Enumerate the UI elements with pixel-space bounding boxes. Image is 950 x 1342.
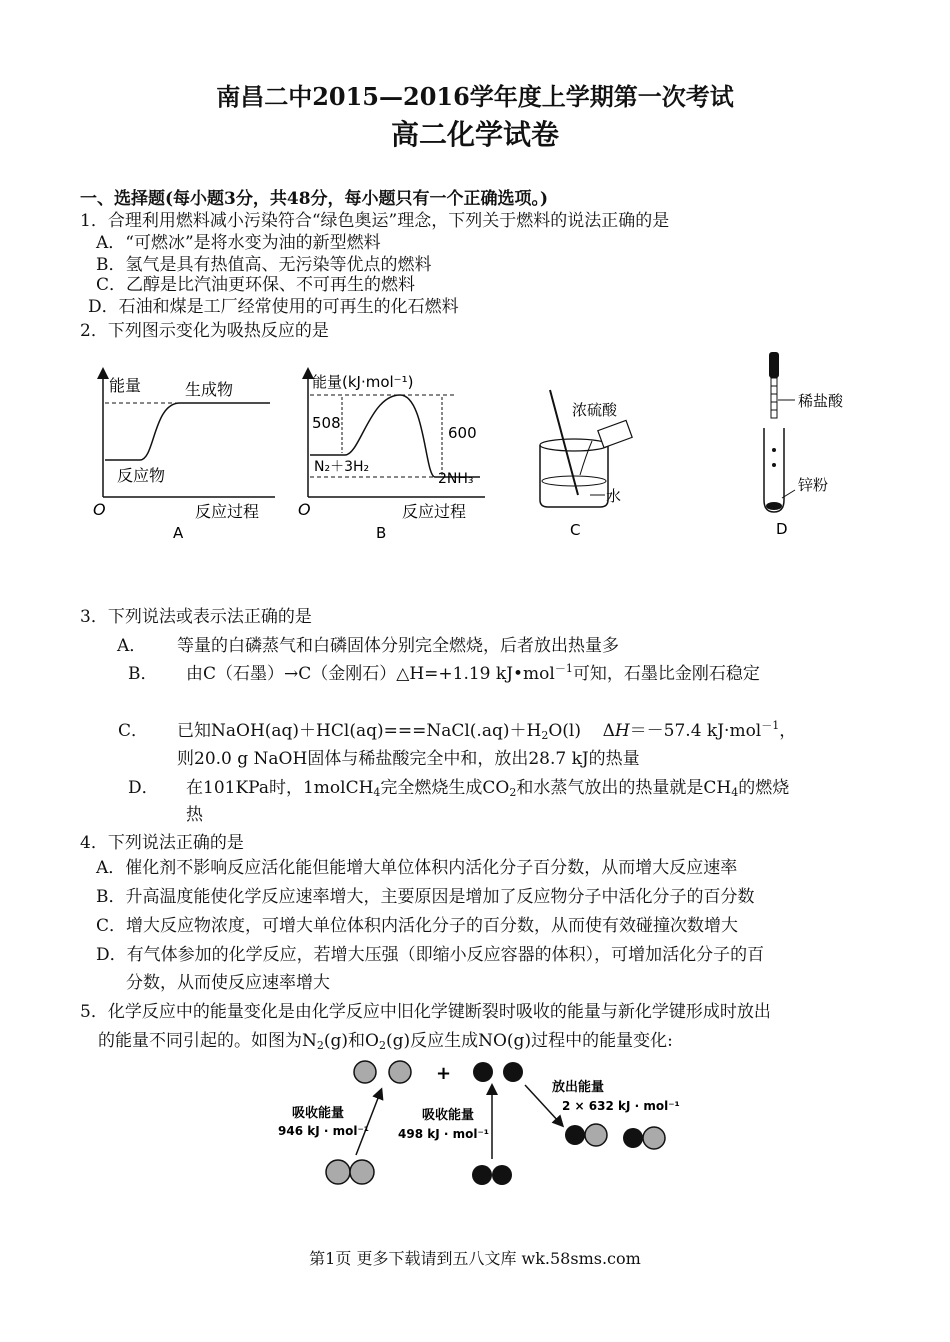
q4-option-a: A．催化剂不影响反应活化能但能增大单位体积内活化分子百分数，从而增大反应速率	[96, 858, 738, 878]
figB-reactant: N₂＋3H₂	[314, 459, 370, 475]
release-value: 2 × 632 kJ · mol⁻¹	[562, 1099, 680, 1113]
energy-diagram-a	[85, 365, 280, 545]
q4-option-d-cont: 分数，从而使反应速率增大	[126, 973, 330, 993]
q1-stem: 1．合理利用燃料减小污染符合“绿色奥运”理念，下列关于燃料的说法正确的是	[80, 211, 670, 231]
tube-diagram-d	[750, 350, 870, 545]
o-atom	[503, 1062, 523, 1082]
q4-option-d: D．有气体参加的化学反应，若增大压强（即缩小反应容器的体积），可增加活化分子的百	[96, 945, 765, 965]
q3-b-text	[186, 664, 760, 684]
q3-d-line2: 热	[186, 805, 203, 825]
figD-zinc: 锌粉	[798, 476, 829, 494]
o2-molecule	[472, 1165, 492, 1185]
section-heading: 一、选择题(每小题3分，共48分，每小题只有一个正确选项。)	[80, 189, 549, 209]
figD-letter: D	[776, 520, 788, 538]
q3-b-label: B．	[128, 664, 158, 684]
n2-molecule	[350, 1160, 374, 1184]
q3-c-equation: 已知$NaOH(aq)+HCl(aq)===NaCl(.aq)+H_2O(l)$ ΔH＝－57.4 kJ·mol$^{-1}$，	[177, 719, 797, 742]
n2-absorb-value: 946 kJ · mol⁻¹	[278, 1124, 370, 1138]
q3-a-text: 等量的白磷蒸气和白磷固体分别完全燃烧，后者放出热量多	[177, 636, 619, 656]
q1-option-d: D．石油和煤是工厂经常使用的可再生的化石燃料	[88, 297, 459, 317]
q1-option-b: B．氢气是具有热值高、无污染等优点的燃料	[96, 255, 432, 275]
q4-option-c: C．增大反应物浓度，可增大单位体积内活化分子的百分数，从而使有效碰撞次数增大	[96, 916, 739, 936]
q1-option-c: C．乙醇是比汽油更环保、不可再生的燃料	[96, 275, 416, 295]
n-atom	[354, 1061, 376, 1083]
q2-stem: 2．下列图示变化为吸热反应的是	[80, 321, 329, 341]
n2-molecule	[326, 1160, 350, 1184]
q3-d-text: 在101KPa时，1molCH$_4$完全燃烧生成$CO_2$和水蒸气放出的热量就是$CH_4$的燃烧	[186, 778, 790, 799]
page-footer: 第1页 更多下载请到五八文库 wk.58sms.com	[309, 1249, 641, 1268]
figB-product: 2NH₃	[438, 471, 474, 487]
n-atom	[389, 1061, 411, 1083]
figB-dh: 600	[448, 424, 477, 442]
figB-letter: B	[376, 524, 387, 542]
exam-subtitle: 高二化学试卷	[390, 118, 559, 151]
n2-absorb-label: 吸收能量	[292, 1106, 345, 1121]
q3-stem: 3．下列说法或表示法正确的是	[80, 607, 312, 627]
bond-energy-diagram	[270, 1055, 690, 1195]
figB-ylabel: 能量(kJ·mol⁻¹)	[312, 373, 414, 391]
q4-stem: 4．下列说法正确的是	[80, 833, 244, 853]
energy-diagram-b	[290, 365, 490, 545]
q3-b-main: 由C（石墨）→C（金刚石）△H=+1.19 kJ•mol	[186, 664, 555, 684]
no-molecule	[623, 1128, 643, 1148]
q5-stem-line1: 5．化学反应中的能量变化是由化学反应中旧化学键断裂时吸收的能量与新化学键形成时放出	[80, 1002, 771, 1022]
figA-ylabel: 能量	[109, 376, 142, 395]
exam-title: 南昌二中2015—2016学年度上学期第一次考试	[216, 82, 734, 111]
q4-option-b: B．升高温度能使化学反应速率增大，主要原因是增加了反应物分子中活化分子的百分数	[96, 887, 755, 907]
energy-curve-a	[105, 403, 270, 460]
q3-b-sup: －1	[554, 662, 573, 675]
beaker-diagram-c	[530, 385, 660, 545]
figC-water: 水	[606, 487, 622, 505]
q3-b-tail: 可知，石墨比金刚石稳定	[572, 664, 760, 684]
o2-molecule	[492, 1165, 512, 1185]
figA-origin: O	[93, 500, 106, 519]
figA-xlabel: 反应过程	[195, 502, 260, 521]
q1-option-a: A．“可燃冰”是将水变为油的新型燃料	[96, 233, 381, 253]
zinc-powder	[766, 502, 782, 510]
figA-reactant: 反应物	[117, 466, 166, 485]
o2-absorb-label: 吸收能量	[422, 1108, 475, 1123]
q3-c-label: C．	[118, 721, 149, 741]
q3-d-label: D．	[128, 778, 159, 798]
no-molecule	[585, 1124, 607, 1146]
figC-acid: 浓硫酸	[572, 401, 618, 419]
figB-origin: O	[298, 500, 311, 519]
figB-xlabel: 反应过程	[402, 502, 467, 521]
release-label: 放出能量	[552, 1080, 605, 1095]
figC-letter: C	[570, 521, 581, 539]
figB-ea: 508	[312, 414, 341, 432]
o-atom	[473, 1062, 493, 1082]
test-tube	[764, 428, 784, 512]
figA-letter: A	[173, 524, 184, 542]
figD-acid: 稀盐酸	[798, 392, 844, 410]
no-molecule	[565, 1125, 585, 1145]
figA-product: 生成物	[185, 380, 234, 399]
o2-absorb-value: 498 kJ · mol⁻¹	[398, 1127, 490, 1141]
dropper-bulb	[769, 352, 779, 378]
q5-stem-line2: 的能量不同引起的。如图为$N_2(g)$和$O_2(g)$反应生成NO(g)过程中的能量变化:	[98, 1031, 673, 1052]
q3-c-line2: 则20.0 g NaOH固体与稀盐酸完全中和，放出28.7 kJ的热量	[177, 749, 640, 769]
acid-bottle	[598, 420, 632, 447]
plus-sign: +	[436, 1063, 452, 1084]
no-molecule	[643, 1127, 665, 1149]
q3-a-label: A．	[117, 636, 147, 656]
